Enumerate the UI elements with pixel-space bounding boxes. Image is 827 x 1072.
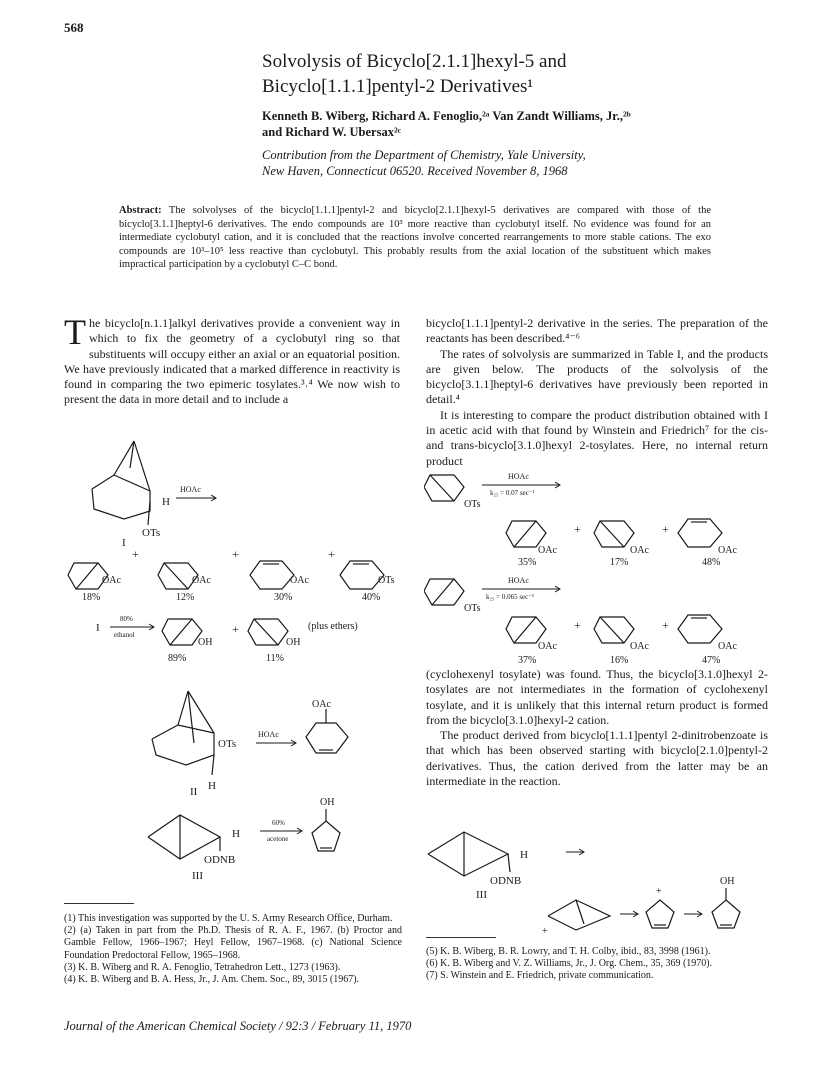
product-oac-label: OAc: [538, 545, 557, 556]
product-ring-bond: [600, 617, 624, 643]
compound-III-h-label: H: [520, 849, 528, 861]
article-title: [262, 49, 742, 99]
hoac-label: HOAc: [508, 472, 529, 481]
hoac-arrow-I: [176, 485, 216, 501]
cis-product-1: [506, 521, 557, 568]
product-ring-bond: [164, 563, 188, 589]
product-bicyclohexyl-oac: [68, 563, 121, 603]
bicyclic-cation: [542, 900, 610, 937]
trans-rate-constant: k₂₅ = 0.065 sec⁻¹: [486, 593, 535, 601]
product-bicyclohexyl-oh-2: [248, 619, 300, 664]
compound-II-label: II: [190, 786, 198, 798]
product-ring-bond: [76, 563, 98, 589]
product-ring: [250, 561, 294, 589]
trans-product-2: [594, 617, 649, 666]
product-ring: [306, 723, 348, 753]
footnote-7: (7) S. Winstein and E. Friedrich, private communication.: [426, 970, 654, 982]
product-bicyclohexyl-oac-2: [158, 563, 211, 603]
rearrangement-arrow-2: [684, 911, 702, 917]
plus-sign: +: [232, 547, 239, 561]
compound-III-ring-bond: [428, 832, 508, 876]
compound-III-ring-bond: [148, 815, 220, 859]
compound-I-ots-label: OTs: [142, 527, 161, 539]
right-paragraph-2: The rates of solvolysis are summarized in Table I, and the products are given below. The products of the solvolysis of the bicyclo[3.1.1]heptyl-6 derivatives have previously been reported in detail.⁴: [426, 346, 768, 407]
compound-I-ots-bond: [148, 501, 150, 525]
plus-sign: +: [662, 522, 669, 536]
compound-III-odnb-label: ODNB: [204, 854, 236, 866]
compound-I-label: I: [122, 537, 126, 549]
product-ots-label: OTs: [378, 575, 395, 586]
plus-ethers-label: (plus ethers): [308, 621, 358, 632]
footnote-rule-left: [64, 903, 134, 904]
trans-product-3: [678, 615, 737, 666]
cis-yield-35: 35%: [518, 557, 537, 568]
cis-tosylate-structure: [424, 475, 481, 510]
product-cyclohexenyl-oac-II: [306, 699, 348, 753]
abstract-text: The solvolyses of the bicyclo[1.1.1]pentyl-2 and bicyclo[2.1.1]hexyl-5 derivatives are compared with those of the bicyclo[3.1.1]heptyl-6 derivatives. The endo compounds are 10³ more reactive than cyclobutyl itself. No evidence was found for an intermediate cyclobutyl cation, and it is concluded that the reactions involve concerted rearrangements to more stable cations. The exo compounds are 10³–10⁵ less reactive than cyclobutyl. This probably results from the axial location of the substituent which makes impractical participation by a cyclobutyl C–C bond.: [119, 205, 712, 270]
drop-cap: T: [64, 312, 86, 352]
left-reaction-scheme: [64, 433, 404, 883]
right-cation-scheme: [424, 822, 768, 940]
product-oac-label: OAc: [102, 575, 121, 586]
footnote-2: (2) (a) Taken in part from the Ph.D. Thesis of R. A. F., 1967. (b) Proctor and Gamble Fellow, 1966–1967; Heyl Fellow, 1967–1968. (c) National Science Foundation Predoctoral Fellow, 1965–1968.: [64, 925, 402, 961]
reactant-ring: [424, 475, 464, 501]
trans-yield-47: 47%: [702, 655, 721, 666]
intro-paragraph-text: he bicyclo[n.1.1]alkyl derivatives provide a convenient way in which to fix the geometry of a cyclobutyl ring so that substituents will occupy either an axial or an equatorial position. We have previously indicated that a marked difference in reactivity is found in comparing the two epimeric tosylates.³˒⁴ We now wish to present the data in more detail and to include a: [64, 316, 400, 407]
intro-paragraph: [64, 312, 400, 408]
abstract-label: Abstract:: [119, 205, 162, 216]
reactant-ots-label: OTs: [464, 603, 481, 614]
cis-yield-17: 17%: [610, 557, 629, 568]
compound-III-odnb-label: ODNB: [490, 875, 522, 887]
product-oh-label: OH: [286, 637, 301, 648]
ethanol-label: ethanol: [114, 631, 135, 639]
footnote-5: (5) K. B. Wiberg, B. R. Lowry, and T. H. Colby, ibid., 83, 3998 (1961).: [426, 946, 711, 957]
affiliation: [262, 147, 782, 179]
footnote-6: (6) K. B. Wiberg and V. Z. Williams, Jr., J. Org. Chem., 35, 369 (1970).: [426, 958, 713, 970]
left-column-text: [64, 312, 400, 408]
compound-II-ots-label: OTs: [218, 738, 237, 750]
compound-I-h-label: H: [162, 496, 170, 508]
plus-sign: +: [232, 622, 239, 636]
ethanol-arrow: [110, 615, 154, 639]
compound-II-ring-bond: [152, 725, 214, 765]
reactant-ring-bond: [430, 475, 454, 501]
product-oac-label: OAc: [718, 641, 737, 652]
compound-III-h-label: H: [232, 828, 240, 840]
cation-ring-bond: [548, 900, 610, 930]
author-list: [262, 108, 782, 140]
cation-charge: +: [542, 926, 548, 937]
product-oac-label: OAc: [538, 641, 557, 652]
final-cyclopentenol: [712, 876, 740, 928]
compound-II-h-bond: [212, 755, 214, 775]
compound-III-structure: [148, 815, 240, 882]
right-tosylate-scheme: [424, 467, 768, 667]
acetone-label: acetone: [267, 835, 289, 843]
title-line-1: Solvolysis of Bicyclo[2.1.1]hexyl-5 and: [262, 51, 567, 72]
trans-yield-16: 16%: [610, 655, 629, 666]
yield-18: 18%: [82, 592, 101, 603]
cis-hoac-arrow: [482, 472, 560, 497]
product-ring-bond: [254, 619, 278, 645]
hoac-arrow-II: [256, 730, 296, 746]
yield-40: 40%: [362, 592, 381, 603]
compound-II-bridge-bond: [178, 691, 188, 725]
right-column-text-top: [426, 316, 768, 469]
yield-30: 30%: [274, 592, 293, 603]
product-ring-bond: [514, 617, 536, 643]
cyclopentenyl-cation: [646, 886, 674, 928]
plus-sign: +: [574, 522, 581, 536]
page-number: 568: [64, 20, 84, 35]
product-ring-bond: [600, 521, 624, 547]
product-oh-label: OH: [320, 797, 335, 808]
hoac-label: HOAc: [180, 485, 201, 494]
product-ring-bond: [170, 619, 192, 645]
plus-sign: +: [328, 547, 335, 561]
product-oac-label: OAc: [630, 545, 649, 556]
affiliation-line-2: New Haven, Connecticut 06520. Received November 8, 1968: [262, 164, 568, 178]
product-cyclopentenol: [312, 797, 340, 851]
plus-sign: +: [132, 547, 139, 561]
abstract: [119, 204, 711, 272]
compound-I-bridge-bond: [134, 441, 150, 491]
product-ring: [678, 615, 722, 643]
product-ring: [594, 521, 634, 547]
trans-yield-37: 37%: [518, 655, 537, 666]
trans-tosylate-structure: [424, 579, 481, 614]
product-ring: [678, 519, 722, 547]
product-ring: [162, 619, 202, 645]
journal-footer: Journal of the American Chemical Society / 92:3 / February 11, 1970: [64, 1019, 412, 1033]
product-ring: [712, 900, 740, 928]
footnotes-left: [64, 913, 402, 986]
compound-III-label: III: [192, 870, 203, 882]
product-ring: [312, 821, 340, 851]
authors-line-2: and Richard W. Ubersax²ᶜ: [262, 125, 401, 139]
plus-sign: +: [662, 618, 669, 632]
ionization-arrow: [566, 849, 584, 855]
acetone-arrow: [260, 819, 302, 843]
product-ring: [506, 617, 546, 643]
product-oac-label: OAc: [312, 699, 331, 710]
footnote-4: (4) K. B. Wiberg and B. A. Hess, Jr., J. Am. Chem. Soc., 89, 3015 (1967).: [64, 974, 360, 986]
cis-yield-48: 48%: [702, 557, 721, 568]
right-column-text-middle: [426, 667, 768, 789]
yield-12: 12%: [176, 592, 195, 603]
product-cyclohexenyl-ots: [340, 561, 395, 603]
hoac-label: HOAc: [258, 730, 279, 739]
right-paragraph-1: bicyclo[1.1.1]pentyl-2 derivative in the series. The preparation of the reactants has been described.⁴⁻⁶: [426, 316, 768, 346]
affiliation-line-1: Contribution from the Department of Chemistry, Yale University,: [262, 148, 586, 162]
plus-sign: +: [574, 618, 581, 632]
hoac-label: HOAc: [508, 576, 529, 585]
right-paragraph-5: The product derived from bicyclo[1.1.1]pentyl 2-dinitrobenzoate is that which has been observed starting with bicyclo[2.1.0]pentyl-2 derivatives. Thus, the cation derived from the latter may be an intermediate in the reaction.: [426, 728, 768, 789]
compound-III-odnb-bond: [508, 854, 510, 872]
cis-rate-constant: k₂₅ = 0.07 sec⁻¹: [490, 489, 535, 497]
product-ring: [506, 521, 546, 547]
product-oac-label: OAc: [290, 575, 309, 586]
compound-I-ref: I: [96, 622, 100, 634]
yield-11: 11%: [266, 653, 284, 664]
cis-product-3: [678, 519, 737, 568]
product-oh-label: OH: [198, 637, 213, 648]
rearrangement-arrow-1: [620, 911, 638, 917]
right-paragraph-3: It is interesting to compare the product distribution obtained with I in acetic acid with that found by Winstein and Friedrich⁷ for the cis- and trans-bicyclo[3.1.0]hexyl 2-tosylates. Here, no internal return product: [426, 407, 768, 468]
product-bicyclohexyl-oh: [162, 619, 212, 664]
acetone-pct-label: 60%: [272, 819, 285, 827]
product-oac-label: OAc: [192, 575, 211, 586]
compound-I-ring-bond: [92, 475, 150, 519]
compound-I-structure: [92, 441, 170, 549]
reactant-ring: [424, 579, 464, 605]
footnote-rule-right: [426, 937, 496, 938]
footnote-1: (1) This investigation was supported by the U. S. Army Research Office, Durham.: [64, 913, 393, 924]
reactant-ots-label: OTs: [464, 499, 481, 510]
footnote-3: (3) K. B. Wiberg and R. A. Fenoglio, Tetrahedron Lett., 1273 (1963).: [64, 961, 341, 973]
authors-line-1: Kenneth B. Wiberg, Richard A. Fenoglio,²ᵃ Van Zandt Williams, Jr.,²ᵇ: [262, 109, 631, 123]
product-oac-label: OAc: [630, 641, 649, 652]
trans-product-1: [506, 617, 557, 666]
cis-product-2: [594, 521, 649, 568]
ethanol-pct-label: 80%: [120, 615, 133, 623]
product-ring: [594, 617, 634, 643]
compound-II-h-label: H: [208, 780, 216, 792]
product-oac-label: OAc: [718, 545, 737, 556]
compound-II-structure: [152, 691, 236, 798]
right-paragraph-4: (cyclohexenyl tosylate) was found. Thus, the bicyclo[3.1.0]hexyl 2-tosylates are not intermediates in the formation of cyclohexenyl tosylate, and it is unlikely that this internal return product is formed from the bicyclo[3.1.0]hexyl-2 cation.: [426, 667, 768, 727]
reactant-ring-bond: [432, 579, 454, 605]
compound-III-repeat-structure: [428, 832, 528, 901]
trans-hoac-arrow: [482, 576, 560, 601]
compound-III-label: III: [476, 889, 487, 901]
product-cyclohexenyl-oac: [250, 561, 309, 603]
product-ring-bond: [514, 521, 536, 547]
yield-89: 89%: [168, 653, 187, 664]
product-ring: [248, 619, 288, 645]
cation-ring: [646, 900, 674, 928]
cation-charge: +: [656, 886, 662, 897]
title-line-2: Bicyclo[1.1.1]pentyl-2 Derivatives¹: [262, 76, 534, 97]
footnotes-right: [426, 946, 768, 983]
product-oh-label: OH: [720, 876, 735, 887]
